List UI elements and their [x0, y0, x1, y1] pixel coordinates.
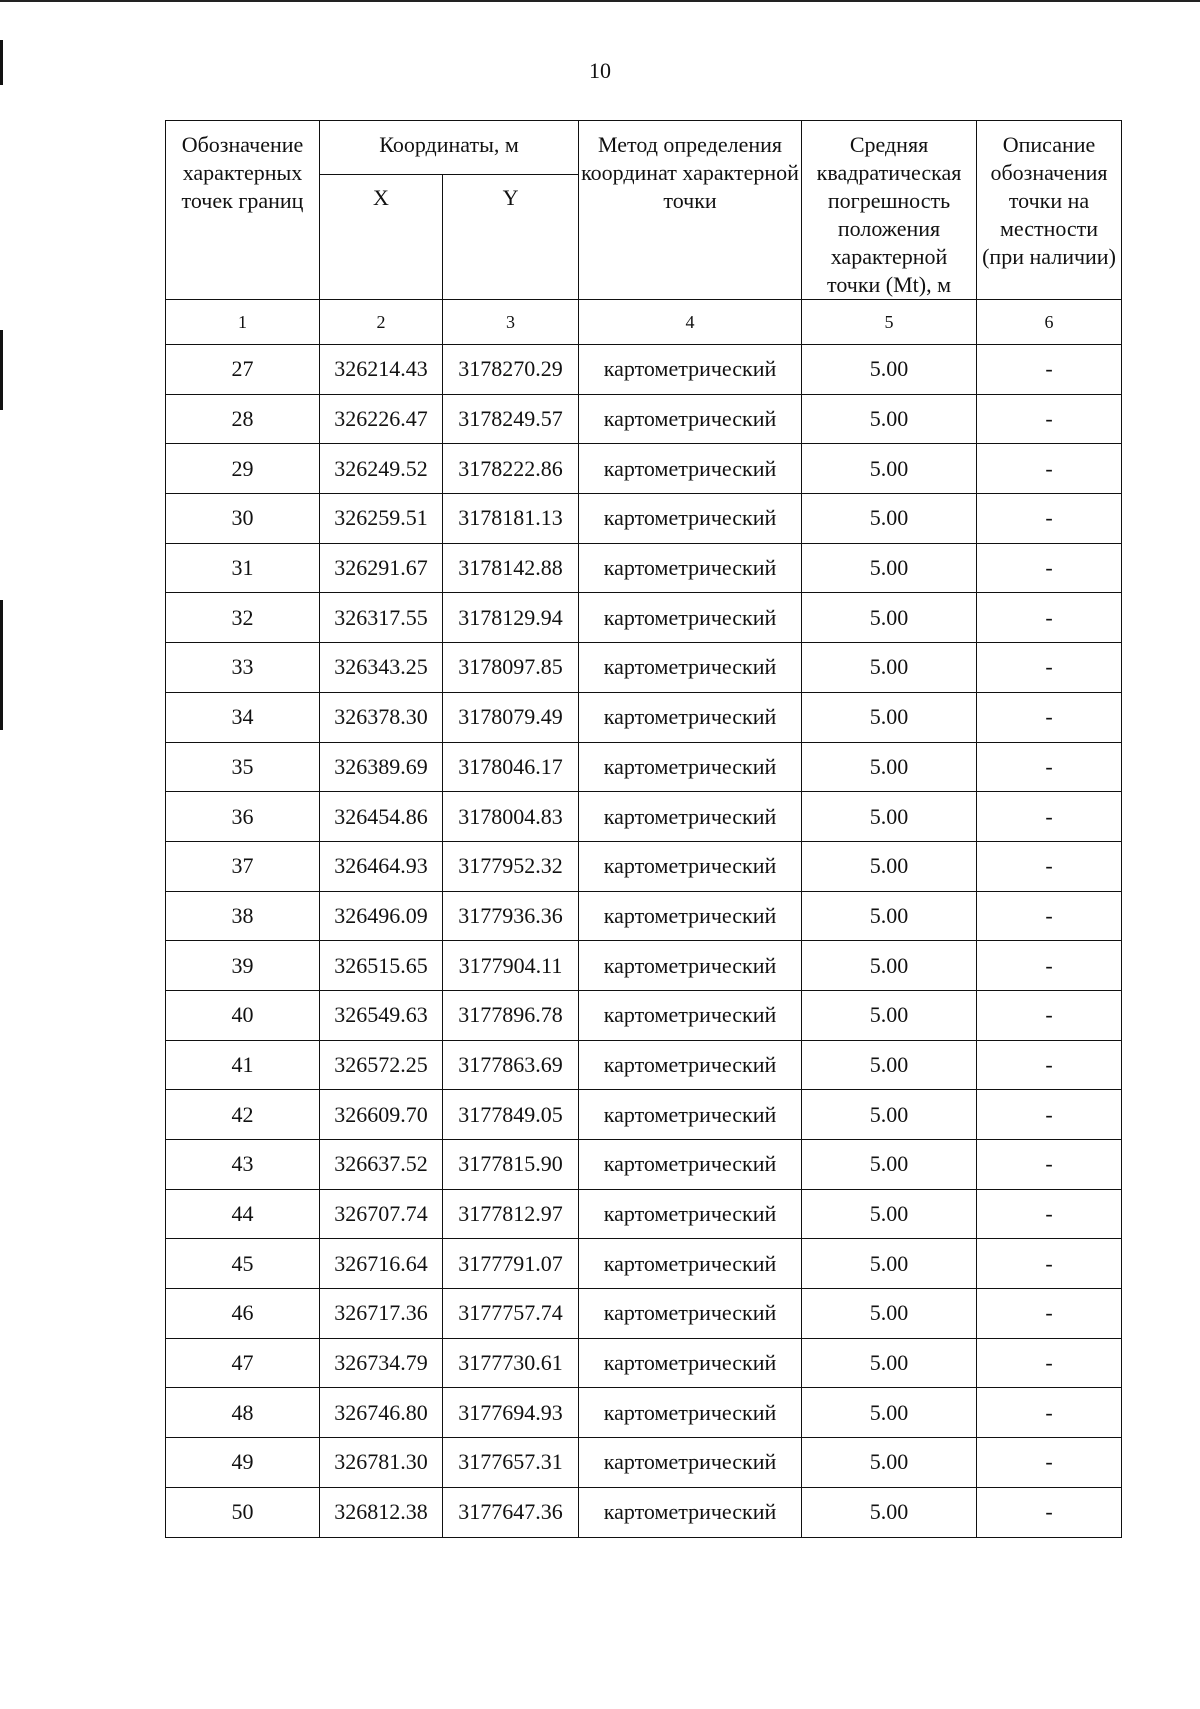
table-row [166, 1239, 1122, 1289]
method-cell: картометрический [579, 841, 802, 891]
table-body [166, 345, 1122, 1538]
mean-error-cell: 5.00 [802, 742, 977, 792]
table-row [166, 1338, 1122, 1388]
header-coordinates: Координаты, м [320, 121, 579, 175]
y-coordinate-cell: 3178222.86 [443, 444, 579, 494]
x-coordinate-cell: 326249.52 [320, 444, 443, 494]
x-coordinate-cell: 326707.74 [320, 1189, 443, 1239]
method-cell: картометрический [579, 1388, 802, 1438]
x-coordinate-cell: 326734.79 [320, 1338, 443, 1388]
x-coordinate-cell: 326214.43 [320, 345, 443, 395]
method-cell: картометрический [579, 1189, 802, 1239]
y-coordinate-cell: 3177815.90 [443, 1140, 579, 1190]
method-cell: картометрический [579, 742, 802, 792]
description-cell: - [977, 643, 1122, 693]
header-y: Y [443, 175, 579, 300]
page-number: 10 [589, 58, 611, 83]
method-cell: картометрический [579, 494, 802, 544]
x-coordinate-cell: 326812.38 [320, 1487, 443, 1537]
mean-error-cell: 5.00 [802, 1189, 977, 1239]
method-cell: картометрический [579, 345, 802, 395]
method-cell: картометрический [579, 792, 802, 842]
method-cell: картометрический [579, 444, 802, 494]
mean-error-cell: 5.00 [802, 444, 977, 494]
y-coordinate-cell: 3177849.05 [443, 1090, 579, 1140]
x-coordinate-cell: 326454.86 [320, 792, 443, 842]
table-row [166, 1090, 1122, 1140]
method-cell: картометрический [579, 394, 802, 444]
y-coordinate-cell: 3177863.69 [443, 1040, 579, 1090]
mean-error-cell: 5.00 [802, 891, 977, 941]
mean-error-cell: 5.00 [802, 1289, 977, 1339]
point-cell: 32 [166, 593, 320, 643]
mean-error-cell: 5.00 [802, 345, 977, 395]
x-coordinate-cell: 326496.09 [320, 891, 443, 941]
mean-error-cell: 5.00 [802, 792, 977, 842]
x-coordinate-cell: 326317.55 [320, 593, 443, 643]
table-row [166, 692, 1122, 742]
table-row [166, 1388, 1122, 1438]
y-coordinate-cell: 3177647.36 [443, 1487, 579, 1537]
point-cell: 44 [166, 1189, 320, 1239]
y-coordinate-cell: 3177757.74 [443, 1289, 579, 1339]
scan-top-edge [0, 0, 1200, 2]
column-numbers-row [166, 300, 1122, 345]
point-cell: 46 [166, 1289, 320, 1339]
column-number: 2 [320, 300, 443, 345]
x-coordinate-cell: 326389.69 [320, 742, 443, 792]
table-row [166, 1487, 1122, 1537]
description-cell: - [977, 1438, 1122, 1488]
point-cell: 50 [166, 1487, 320, 1537]
table-row [166, 1438, 1122, 1488]
mean-error-cell: 5.00 [802, 1239, 977, 1289]
table-row [166, 643, 1122, 693]
description-cell: - [977, 692, 1122, 742]
method-cell: картометрический [579, 1140, 802, 1190]
header-x: X [320, 175, 443, 300]
y-coordinate-cell: 3177896.78 [443, 990, 579, 1040]
point-cell: 43 [166, 1140, 320, 1190]
header-description: Описание обозначения точки на местности (при наличии) [977, 121, 1122, 300]
table-row [166, 891, 1122, 941]
point-cell: 30 [166, 494, 320, 544]
description-cell: - [977, 593, 1122, 643]
description-cell: - [977, 1289, 1122, 1339]
y-coordinate-cell: 3178004.83 [443, 792, 579, 842]
point-cell: 36 [166, 792, 320, 842]
x-coordinate-cell: 326781.30 [320, 1438, 443, 1488]
x-coordinate-cell: 326637.52 [320, 1140, 443, 1190]
x-coordinate-cell: 326259.51 [320, 494, 443, 544]
mean-error-cell: 5.00 [802, 394, 977, 444]
table-row [166, 941, 1122, 991]
point-cell: 39 [166, 941, 320, 991]
mean-error-cell: 5.00 [802, 1040, 977, 1090]
mean-error-cell: 5.00 [802, 941, 977, 991]
x-coordinate-cell: 326549.63 [320, 990, 443, 1040]
column-number: 4 [579, 300, 802, 345]
method-cell: картометрический [579, 1040, 802, 1090]
table-row [166, 1289, 1122, 1339]
table-row [166, 742, 1122, 792]
mean-error-cell: 5.00 [802, 990, 977, 1040]
mean-error-cell: 5.00 [802, 543, 977, 593]
table-row [166, 345, 1122, 395]
y-coordinate-cell: 3177694.93 [443, 1388, 579, 1438]
mean-error-cell: 5.00 [802, 692, 977, 742]
y-coordinate-cell: 3177936.36 [443, 891, 579, 941]
x-coordinate-cell: 326515.65 [320, 941, 443, 991]
point-cell: 28 [166, 394, 320, 444]
method-cell: картометрический [579, 990, 802, 1040]
method-cell: картометрический [579, 941, 802, 991]
header-row [166, 121, 1122, 175]
point-cell: 47 [166, 1338, 320, 1388]
method-cell: картометрический [579, 1289, 802, 1339]
description-cell: - [977, 1239, 1122, 1289]
mean-error-cell: 5.00 [802, 1487, 977, 1537]
table-row [166, 792, 1122, 842]
table-row [166, 841, 1122, 891]
mean-error-cell: 5.00 [802, 643, 977, 693]
y-coordinate-cell: 3177730.61 [443, 1338, 579, 1388]
point-cell: 27 [166, 345, 320, 395]
method-cell: картометрический [579, 1438, 802, 1488]
table-row [166, 1189, 1122, 1239]
mean-error-cell: 5.00 [802, 494, 977, 544]
y-coordinate-cell: 3177657.31 [443, 1438, 579, 1488]
y-coordinate-cell: 3178079.49 [443, 692, 579, 742]
y-coordinate-cell: 3177791.07 [443, 1239, 579, 1289]
method-cell: картометрический [579, 1338, 802, 1388]
point-cell: 49 [166, 1438, 320, 1488]
description-cell: - [977, 1189, 1122, 1239]
method-cell: картометрический [579, 1487, 802, 1537]
description-cell: - [977, 792, 1122, 842]
table-row [166, 1140, 1122, 1190]
method-cell: картометрический [579, 692, 802, 742]
x-coordinate-cell: 326343.25 [320, 643, 443, 693]
point-cell: 40 [166, 990, 320, 1040]
mean-error-cell: 5.00 [802, 1140, 977, 1190]
description-cell: - [977, 543, 1122, 593]
x-coordinate-cell: 326716.64 [320, 1239, 443, 1289]
y-coordinate-cell: 3178129.94 [443, 593, 579, 643]
point-cell: 41 [166, 1040, 320, 1090]
description-cell: - [977, 1388, 1122, 1438]
table-row [166, 990, 1122, 1040]
method-cell: картометрический [579, 891, 802, 941]
point-cell: 45 [166, 1239, 320, 1289]
description-cell: - [977, 742, 1122, 792]
description-cell: - [977, 1040, 1122, 1090]
x-coordinate-cell: 326291.67 [320, 543, 443, 593]
method-cell: картометрический [579, 593, 802, 643]
mean-error-cell: 5.00 [802, 593, 977, 643]
description-cell: - [977, 1338, 1122, 1388]
x-coordinate-cell: 326226.47 [320, 394, 443, 444]
description-cell: - [977, 345, 1122, 395]
mean-error-cell: 5.00 [802, 841, 977, 891]
column-number: 5 [802, 300, 977, 345]
description-cell: - [977, 394, 1122, 444]
description-cell: - [977, 941, 1122, 991]
description-cell: - [977, 891, 1122, 941]
point-cell: 42 [166, 1090, 320, 1140]
description-cell: - [977, 990, 1122, 1040]
point-cell: 48 [166, 1388, 320, 1438]
y-coordinate-cell: 3177952.32 [443, 841, 579, 891]
y-coordinate-cell: 3178249.57 [443, 394, 579, 444]
x-coordinate-cell: 326572.25 [320, 1040, 443, 1090]
column-number: 3 [443, 300, 579, 345]
description-cell: - [977, 1140, 1122, 1190]
description-cell: - [977, 494, 1122, 544]
y-coordinate-cell: 3178181.13 [443, 494, 579, 544]
description-cell: - [977, 841, 1122, 891]
table-row [166, 444, 1122, 494]
y-coordinate-cell: 3178270.29 [443, 345, 579, 395]
x-coordinate-cell: 326378.30 [320, 692, 443, 742]
method-cell: картометрический [579, 1239, 802, 1289]
y-coordinate-cell: 3178046.17 [443, 742, 579, 792]
description-cell: - [977, 1090, 1122, 1140]
method-cell: картометрический [579, 543, 802, 593]
boundary-points-table [165, 120, 1122, 1538]
point-cell: 38 [166, 891, 320, 941]
mean-error-cell: 5.00 [802, 1438, 977, 1488]
description-cell: - [977, 444, 1122, 494]
column-number: 1 [166, 300, 320, 345]
point-cell: 37 [166, 841, 320, 891]
y-coordinate-cell: 3177904.11 [443, 941, 579, 991]
mean-error-cell: 5.00 [802, 1090, 977, 1140]
table-row [166, 494, 1122, 544]
table-row [166, 543, 1122, 593]
x-coordinate-cell: 326717.36 [320, 1289, 443, 1339]
description-cell: - [977, 1487, 1122, 1537]
point-cell: 29 [166, 444, 320, 494]
y-coordinate-cell: 3178097.85 [443, 643, 579, 693]
x-coordinate-cell: 326609.70 [320, 1090, 443, 1140]
scan-left-edge-mark [0, 600, 3, 730]
x-coordinate-cell: 326464.93 [320, 841, 443, 891]
method-cell: картометрический [579, 1090, 802, 1140]
y-coordinate-cell: 3177812.97 [443, 1189, 579, 1239]
method-cell: картометрический [579, 643, 802, 693]
table-row [166, 1040, 1122, 1090]
column-number: 6 [977, 300, 1122, 345]
point-cell: 35 [166, 742, 320, 792]
point-cell: 34 [166, 692, 320, 742]
table-row [166, 394, 1122, 444]
mean-error-cell: 5.00 [802, 1338, 977, 1388]
point-cell: 31 [166, 543, 320, 593]
x-coordinate-cell: 326746.80 [320, 1388, 443, 1438]
scan-left-edge-mark [0, 330, 3, 410]
table-row [166, 593, 1122, 643]
mean-error-cell: 5.00 [802, 1388, 977, 1438]
y-coordinate-cell: 3178142.88 [443, 543, 579, 593]
header-method: Метод определения координат характерной точки [579, 121, 802, 300]
header-mean-error: Средняя квадратическая погрешность положения характерной точки (Mt), м [802, 121, 977, 300]
header-point-designation: Обозначение характерных точек границ [166, 121, 320, 300]
point-cell: 33 [166, 643, 320, 693]
